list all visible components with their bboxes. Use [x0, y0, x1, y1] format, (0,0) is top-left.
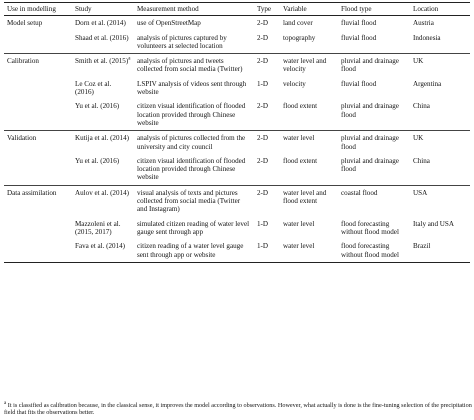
header-flood-type: Flood type: [341, 5, 372, 13]
cell-variable-text: water level: [283, 242, 315, 251]
cell-use-text: Validation: [7, 134, 37, 143]
table-row: [4, 77, 470, 100]
cell-method-text: analysis of pictures captured by volunteers at selected location: [137, 33, 227, 50]
cell-location-text: China: [413, 156, 430, 165]
cell-location-text: China: [413, 102, 430, 111]
cell-method-text: LSPIV analysis of videos sent through website: [137, 79, 247, 97]
cell-variable-text: water level: [283, 134, 315, 143]
footnote: [4, 402, 472, 417]
cell-method: [134, 54, 254, 77]
cell-study-text: Yu et al. (2016): [75, 102, 120, 111]
cell-study: [72, 77, 134, 100]
cell-method-text: visual analysis of texts and pictures collected from social media (Twitter and Instagram): [137, 188, 241, 214]
cell-flood-type-text: flood forecasting without flood model: [341, 242, 399, 259]
cell-use-text: Calibration: [7, 57, 39, 66]
cell-use: [4, 239, 72, 262]
cell-location: [410, 217, 470, 240]
cell-type: [254, 154, 280, 185]
cell-flood-type-text: flood forecasting without flood model: [341, 219, 399, 236]
cell-method-text: simulated citizen reading of water level gauge sent through app: [137, 219, 250, 236]
table-row: [4, 99, 470, 130]
cell-study: [72, 154, 134, 185]
cell-location: [410, 77, 470, 100]
cell-variable-text: flood extent: [283, 102, 318, 111]
cell-location: [410, 16, 470, 31]
cell-use: [4, 99, 72, 130]
cell-variable: [280, 217, 338, 240]
cell-location: [410, 31, 470, 54]
cell-flood-type-text: pluvial and drainage flood: [341, 134, 399, 151]
cell-study-text: Fava et al. (2014): [75, 242, 126, 251]
cell-type: [254, 217, 280, 240]
cell-flood-type: [338, 54, 410, 77]
cell-use: [4, 131, 72, 154]
cell-method-text: citizen reading of a water level gauge sent through app or website: [137, 242, 244, 259]
footnote-mark: a: [4, 400, 7, 406]
cell-use: [4, 154, 72, 185]
cell-variable: [280, 99, 338, 130]
cell-use-text: Data assimilation: [7, 188, 57, 197]
cell-variable: [280, 31, 338, 54]
cell-type-text: 2-D: [257, 57, 269, 66]
cell-use: [4, 217, 72, 240]
cell-flood-type: [338, 16, 410, 31]
cell-method: [134, 154, 254, 185]
table-row: [4, 217, 470, 240]
header-study: Study: [75, 5, 92, 13]
header-type: Type: [257, 5, 272, 13]
cell-variable: [280, 54, 338, 77]
cell-location: [410, 154, 470, 185]
cell-flood-type: [338, 31, 410, 54]
cell-type-text: 2-D: [257, 156, 269, 165]
cell-method: [134, 239, 254, 262]
cell-method: [134, 31, 254, 54]
table-row: [4, 31, 470, 54]
cell-flood-type-text: coastal flood: [341, 188, 378, 197]
cell-flood-type-text: pluvial and drainage flood: [341, 102, 399, 119]
cell-use: [4, 77, 72, 100]
header-location: Location: [413, 5, 439, 13]
cell-method: [134, 217, 254, 240]
cell-method-text: citizen visual identification of flooded location provided through Chinese website: [137, 102, 246, 127]
cell-type: [254, 185, 280, 216]
cell-type: [254, 54, 280, 77]
cell-type-text: 1-D: [257, 242, 269, 251]
cell-flood-type-text: pluvial and drainage flood: [341, 156, 399, 174]
cell-method: [134, 16, 254, 31]
cell-study-text: Kutija et al. (2014): [75, 134, 129, 143]
cell-type: [254, 239, 280, 262]
cell-method: [134, 99, 254, 130]
table-row: [4, 54, 470, 77]
cell-variable: [280, 185, 338, 216]
cell-method: [134, 185, 254, 216]
cell-location-text: UK: [413, 134, 424, 143]
footnote-reference: a: [128, 56, 131, 62]
cell-flood-type: [338, 239, 410, 262]
cell-method-text: analysis of pictures and tweets collected from social media (Twitter): [137, 57, 243, 74]
cell-study-text: Le Coz et al. (2016): [75, 79, 112, 97]
header-use: Use in modelling: [7, 5, 56, 13]
table-body: [4, 16, 470, 263]
cell-study-text: Smith et al. (2015): [75, 57, 129, 66]
cell-type: [254, 77, 280, 100]
cell-variable: [280, 16, 338, 31]
cell-location-text: Indonesia: [413, 33, 441, 42]
cell-method-text: citizen visual identification of flooded location provided through Chinese website: [137, 156, 246, 182]
cell-method-text: use of OpenStreetMap: [137, 19, 201, 28]
cell-use: [4, 31, 72, 54]
cell-study: [72, 54, 134, 77]
cell-location: [410, 239, 470, 262]
cell-type: [254, 131, 280, 154]
cell-type-text: 2-D: [257, 19, 269, 28]
cell-study: [72, 131, 134, 154]
cell-flood-type-text: fluvial flood: [341, 79, 377, 88]
cell-location-text: UK: [413, 57, 424, 66]
cell-flood-type: [338, 217, 410, 240]
cell-flood-type-text: fluvial flood: [341, 19, 377, 28]
table-row: [4, 16, 470, 31]
flood-data-table: [4, 2, 470, 263]
cell-study: [72, 217, 134, 240]
cell-location: [410, 99, 470, 130]
cell-location-text: Argentina: [413, 79, 442, 88]
cell-study: [72, 16, 134, 31]
cell-type-text: 1-D: [257, 219, 269, 228]
cell-type-text: 2-D: [257, 188, 269, 197]
cell-study-text: Mazzoleni et al. (2015, 2017): [75, 219, 121, 236]
cell-variable-text: velocity: [283, 79, 306, 88]
cell-location: [410, 131, 470, 154]
cell-variable-text: land cover: [283, 19, 313, 28]
cell-type-text: 1-D: [257, 79, 269, 88]
cell-variable-text: flood extent: [283, 156, 318, 165]
cell-type: [254, 99, 280, 130]
cell-type: [254, 31, 280, 54]
cell-study: [72, 99, 134, 130]
cell-variable-text: water level: [283, 219, 315, 228]
cell-study-text: Yu et al. (2016): [75, 156, 120, 165]
cell-use: [4, 54, 72, 77]
header-row: [4, 3, 470, 16]
cell-use-text: Model setup: [7, 19, 43, 28]
header-variable: Variable: [283, 5, 307, 13]
cell-use: [4, 185, 72, 216]
table-row: [4, 154, 470, 185]
cell-flood-type: [338, 185, 410, 216]
footnote-text: It is classified as calibration because, in the classical sense, it improves the model according to observations. However, what actually is done is the fine-tuning selection of the precipitation field that fits the observations better.: [4, 402, 472, 417]
cell-variable: [280, 131, 338, 154]
table-row: [4, 131, 470, 154]
cell-location-text: USA: [413, 188, 428, 197]
cell-study: [72, 185, 134, 216]
table-row: [4, 239, 470, 262]
cell-variable: [280, 77, 338, 100]
cell-location: [410, 54, 470, 77]
cell-variable-text: water level and flood extent: [283, 188, 327, 206]
cell-use: [4, 16, 72, 31]
cell-study: [72, 31, 134, 54]
cell-location-text: Italy and USA: [413, 219, 454, 228]
cell-type-text: 2-D: [257, 102, 269, 111]
table-row: [4, 185, 470, 216]
cell-type: [254, 16, 280, 31]
cell-type-text: 2-D: [257, 33, 269, 42]
cell-flood-type-text: pluvial and drainage flood: [341, 57, 399, 74]
cell-method-text: analysis of pictures collected from the university and city council: [137, 134, 246, 151]
cell-study: [72, 239, 134, 262]
cell-flood-type: [338, 131, 410, 154]
cell-study-text: Aulov et al. (2014): [75, 188, 129, 197]
cell-flood-type-text: fluvial flood: [341, 33, 377, 42]
cell-variable: [280, 239, 338, 262]
cell-variable: [280, 154, 338, 185]
cell-study-text: Dorn et al. (2014): [75, 19, 126, 28]
header-method: Measurement method: [137, 5, 199, 13]
cell-variable-text: topography: [283, 33, 316, 42]
cell-location-text: Austria: [413, 19, 434, 28]
table-header: [4, 3, 470, 16]
cell-flood-type: [338, 154, 410, 185]
cell-study-text: Shaad et al. (2016): [75, 33, 129, 42]
cell-variable-text: water level and velocity: [283, 57, 327, 74]
cell-location: [410, 185, 470, 216]
cell-location-text: Brazil: [413, 242, 431, 251]
cell-method: [134, 131, 254, 154]
cell-flood-type: [338, 77, 410, 100]
cell-method: [134, 77, 254, 100]
cell-type-text: 2-D: [257, 134, 269, 143]
cell-flood-type: [338, 99, 410, 130]
